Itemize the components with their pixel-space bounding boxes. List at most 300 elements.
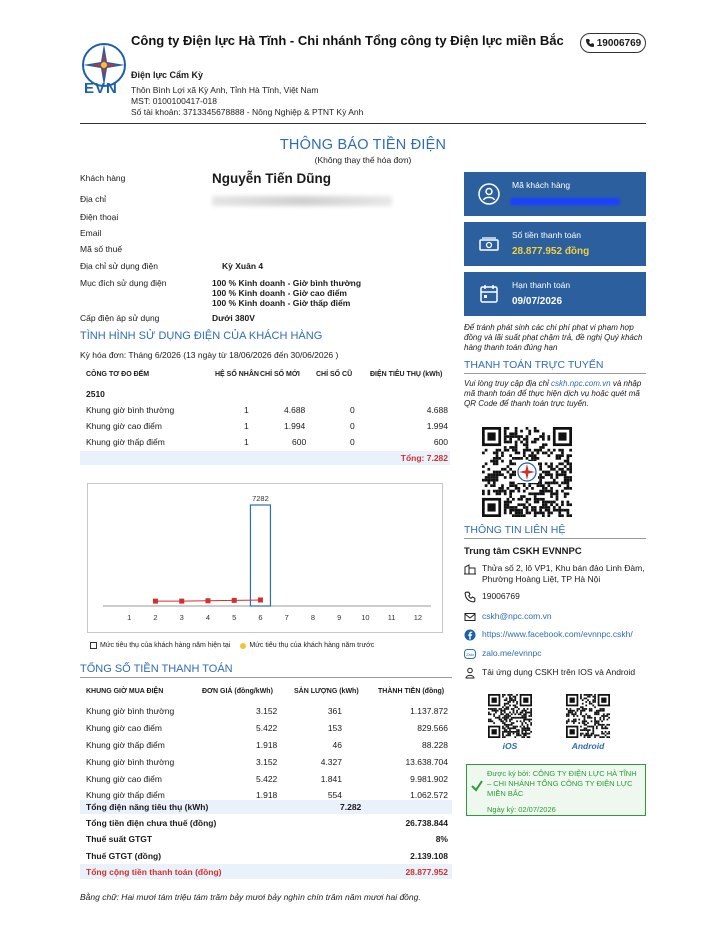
qr-module: [518, 733, 520, 735]
qr-module: [525, 712, 527, 714]
qr-module: [569, 465, 572, 468]
qr-module: [516, 706, 518, 708]
calendar-icon: [478, 283, 500, 305]
qr-module: [598, 722, 600, 724]
qr-module: [534, 457, 537, 460]
qr-module: [601, 731, 603, 733]
qr-module: [525, 719, 527, 721]
qr-module: [527, 727, 529, 729]
qr-module: [534, 498, 537, 501]
qr-module: [512, 446, 515, 449]
qr-module: [500, 712, 502, 714]
contact-email[interactable]: [464, 611, 654, 623]
qr-module: [587, 722, 589, 724]
qr-module: [501, 452, 504, 455]
qr-module: [550, 487, 553, 490]
qr-module: [582, 699, 584, 701]
qr-module: [561, 482, 564, 485]
qr-module: [502, 731, 504, 733]
qr-module: [575, 713, 577, 715]
qr-module: [523, 443, 526, 446]
qr-module: [539, 498, 542, 501]
qr-module: [564, 509, 567, 512]
voltage-value: Dưới 380V: [212, 313, 255, 323]
qr-module: [506, 734, 508, 736]
qr-module: [506, 720, 508, 722]
qr-module: [539, 435, 542, 438]
qr-module: [547, 435, 550, 438]
qr-module: [509, 719, 511, 721]
qr-module: [534, 430, 537, 433]
qr-module: [599, 710, 601, 712]
qr-module: [500, 710, 502, 712]
customer-phone-label: Điện thoại: [80, 212, 119, 222]
qr-module: [507, 498, 510, 501]
qr-module: [558, 449, 561, 452]
qr-module: [539, 484, 542, 487]
qr-module: [578, 719, 580, 721]
qr-module: [603, 736, 605, 738]
qr-module: [509, 476, 512, 479]
qr-module: [569, 514, 572, 517]
current-year-bar: [250, 505, 270, 606]
qr-module: [515, 432, 518, 435]
qr-module: [578, 722, 580, 724]
qr-module: [496, 476, 499, 479]
qr-module: [514, 705, 516, 707]
qr-module: [509, 441, 512, 444]
qr-module: [582, 729, 584, 731]
qr-module: [523, 710, 525, 712]
qr-module: [526, 441, 529, 444]
qr-module: [564, 473, 567, 476]
qr-module: [599, 736, 601, 738]
qr-module: [490, 476, 493, 479]
qr-module: [542, 512, 545, 515]
qr-module: [596, 727, 598, 729]
qr-module: [518, 717, 520, 719]
qr-module: [512, 471, 515, 474]
qr-module: [531, 487, 534, 490]
qr-module: [504, 435, 507, 438]
qr-module: [558, 514, 561, 517]
qr-module: [603, 717, 605, 719]
qr-module: [513, 705, 515, 707]
qr-module: [500, 719, 502, 721]
qr-module: [523, 736, 525, 738]
qr-module: [537, 430, 540, 433]
qr-module: [499, 717, 501, 719]
qr-module: [493, 715, 495, 717]
qr-module: [606, 733, 608, 735]
qr-module: [514, 706, 516, 708]
x-tick-label: 2: [153, 613, 158, 622]
qr-module: [601, 733, 603, 735]
qr-module: [488, 719, 490, 721]
qr-module: [594, 722, 596, 724]
qr-module: [550, 492, 553, 495]
qr-module: [515, 443, 518, 446]
qr-module: [547, 514, 550, 517]
qr-module: [514, 713, 516, 715]
qr-module: [511, 698, 513, 700]
qr-module: [496, 479, 499, 482]
qr-module: [528, 484, 531, 487]
qr-module: [567, 460, 570, 463]
qr-module: [556, 503, 559, 506]
qr-module: [482, 465, 485, 468]
qr-module: [539, 473, 542, 476]
qr-module: [561, 473, 564, 476]
qr-module: [502, 734, 504, 736]
company-address-block: [131, 85, 363, 118]
qr-module: [482, 492, 485, 495]
qr-module: [509, 435, 512, 438]
qr-module: [513, 731, 515, 733]
qr-module: [509, 694, 511, 696]
meter-id: 2510: [86, 389, 105, 399]
contact-phone[interactable]: [464, 591, 654, 603]
qr-module: [575, 712, 577, 714]
legend-current: [90, 642, 230, 649]
qr-module: [498, 492, 501, 495]
col-old: CHỈ SỐ CŨ: [316, 371, 353, 378]
qr-module: [592, 726, 594, 728]
qr-module: [488, 713, 490, 715]
qr-module: [504, 506, 507, 509]
qr-module: [530, 712, 532, 714]
qr-module: [490, 460, 493, 463]
qr-module: [523, 454, 526, 457]
qr-module: [498, 473, 501, 476]
qr-module: [511, 731, 513, 733]
qr-module: [504, 719, 506, 721]
qr-module: [507, 733, 509, 735]
row-new: 1.994: [284, 421, 306, 431]
usage-total: Tổng: 7.282: [400, 453, 448, 463]
qr-module: [585, 734, 587, 736]
qr-module: [589, 726, 591, 728]
qr-module: [599, 724, 601, 726]
qr-module: [558, 454, 561, 457]
row-kwh: 600: [433, 437, 448, 447]
qr-module: [511, 699, 513, 701]
qr-module: [523, 449, 526, 452]
vat-rate-label: Thuế suất GTGT: [86, 834, 153, 844]
qr-module: [507, 435, 510, 438]
qr-module: [550, 476, 553, 479]
qr-module: [542, 476, 545, 479]
qr-module: [490, 708, 492, 710]
qr-module: [511, 719, 513, 721]
qr-module: [504, 712, 506, 714]
qr-finder: [570, 698, 575, 703]
online-payment-note: [464, 379, 646, 409]
qr-module: [587, 699, 589, 701]
qr-module: [594, 713, 596, 715]
qr-module: [520, 509, 523, 512]
qr-module: [506, 729, 508, 731]
qr-module: [605, 734, 607, 736]
qr-module: [520, 495, 523, 498]
company-account: Số tài khoản: 3713345678888 - Nông Nghiệp & PTNT Kỳ Anh: [131, 107, 364, 117]
qr-module: [520, 441, 523, 444]
qr-module: [556, 495, 559, 498]
facebook-icon: [464, 629, 476, 641]
qr-module: [545, 509, 548, 512]
qr-module: [516, 710, 518, 712]
row-qty: 46: [332, 740, 342, 750]
contact-app-text: Tải ứng dụng CSKH trên IOS và Android: [482, 667, 636, 677]
qr-finder: [558, 432, 566, 440]
previous-year-point: [258, 598, 263, 603]
qr-module: [584, 698, 586, 700]
qr-module: [587, 733, 589, 735]
qr-module: [514, 731, 516, 733]
qr-module: [608, 717, 610, 719]
qr-module: [580, 712, 582, 714]
qr-module: [598, 724, 600, 726]
payment-qr-code[interactable]: [482, 427, 572, 517]
qr-module: [587, 726, 589, 728]
qr-module: [528, 512, 531, 515]
col-factor: HỆ SỐ NHÂN: [215, 371, 259, 378]
qr-module: [520, 498, 523, 501]
qr-module: [589, 736, 591, 738]
qr-module: [582, 708, 584, 710]
qr-module: [553, 468, 556, 471]
qr-module: [556, 492, 559, 495]
qr-module: [545, 452, 548, 455]
qr-module: [564, 465, 567, 468]
qr-module: [556, 465, 559, 468]
qr-module: [539, 449, 542, 452]
checkmark-icon: [470, 779, 484, 793]
online-payment-link[interactable]: cskh.npc.com.vn: [551, 379, 611, 388]
qr-module: [587, 696, 589, 698]
qr-module: [539, 465, 542, 468]
qr-module: [592, 699, 594, 701]
qr-module: [511, 694, 513, 696]
ios-app-qr-code[interactable]: [488, 694, 532, 738]
qr-module: [526, 438, 529, 441]
qr-module: [517, 452, 520, 455]
amount-in-words: Bằng chữ: Hai mươi tám triệu tám trăm bảy mươi bảy nghìn chín trăm năm mươi hai đồng.: [80, 892, 421, 902]
qr-module: [501, 490, 504, 493]
qr-module: [594, 736, 596, 738]
contact-zalo-text: zalo.me/evnnpc: [482, 648, 542, 658]
qr-module: [509, 506, 512, 509]
qr-module: [580, 698, 582, 700]
qr-module: [539, 462, 542, 465]
qr-module: [587, 694, 589, 696]
qr-module: [515, 457, 518, 460]
contact-phone-text: 19006769: [482, 591, 520, 601]
company-tax-code: MST: 0100100417-018: [131, 96, 218, 106]
vat-value: 2.139.108: [410, 851, 448, 861]
qr-module: [516, 733, 518, 735]
qr-module: [569, 503, 572, 506]
qr-module: [569, 454, 572, 457]
qr-module: [520, 435, 523, 438]
qr-module: [561, 452, 564, 455]
qr-module: [526, 501, 529, 504]
qr-module: [509, 492, 512, 495]
qr-module: [542, 446, 545, 449]
qr-module: [512, 482, 515, 485]
qr-module: [492, 710, 494, 712]
qr-module: [515, 452, 518, 455]
qr-module: [561, 509, 564, 512]
qr-module: [496, 490, 499, 493]
qr-module: [513, 696, 515, 698]
qr-module: [509, 490, 512, 493]
qr-module: [571, 720, 573, 722]
qr-module: [509, 696, 511, 698]
qr-module: [603, 733, 605, 735]
qr-module: [516, 726, 518, 728]
pre-tax-value: 26.738.844: [405, 818, 448, 828]
qr-module: [592, 727, 594, 729]
qr-module: [558, 512, 561, 515]
qr-module: [606, 727, 608, 729]
qr-module: [591, 710, 593, 712]
qr-module: [506, 699, 508, 701]
row-amount: 1.137.872: [410, 706, 448, 716]
qr-module: [577, 708, 579, 710]
qr-module: [567, 476, 570, 479]
qr-module: [605, 731, 607, 733]
contact-address-text: Thửa số 2, lô VP1, Khu bán đảo Linh Đàm, Phường Hoàng Liệt, TP Hà Nội: [482, 563, 645, 584]
qr-module: [525, 717, 527, 719]
qr-module: [545, 443, 548, 446]
qr-module: [509, 731, 511, 733]
qr-module: [561, 501, 564, 504]
qr-module: [507, 713, 509, 715]
qr-module: [502, 736, 504, 738]
contact-app: [464, 667, 654, 680]
due-date-label: Hạn thanh toán: [512, 280, 571, 290]
qr-module: [523, 438, 526, 441]
qr-module: [567, 509, 570, 512]
qr-module: [567, 492, 570, 495]
qr-module: [569, 487, 572, 490]
qr-module: [527, 724, 529, 726]
qr-module: [512, 432, 515, 435]
qr-module: [507, 465, 510, 468]
qr-module: [537, 452, 540, 455]
qr-module: [539, 446, 542, 449]
qr-module: [564, 479, 567, 482]
qr-module: [509, 462, 512, 465]
qr-module: [573, 720, 575, 722]
row-price: 1.918: [256, 740, 278, 750]
qr-module: [530, 724, 532, 726]
qr-module: [502, 720, 504, 722]
qr-module: [506, 703, 508, 705]
qr-module: [585, 724, 587, 726]
qr-module: [592, 701, 594, 703]
qr-module: [569, 476, 572, 479]
qr-module: [507, 727, 509, 729]
qr-module: [594, 696, 596, 698]
qr-module: [515, 487, 518, 490]
qr-module: [523, 715, 525, 717]
qr-module: [547, 490, 550, 493]
qr-module: [601, 736, 603, 738]
qr-module: [542, 443, 545, 446]
qr-module: [507, 715, 509, 717]
contact-facebook[interactable]: [464, 629, 654, 641]
qr-module: [534, 427, 537, 430]
qr-module: [567, 487, 570, 490]
qr-module: [507, 487, 510, 490]
qr-module: [537, 484, 540, 487]
company-name: Công ty Điện lực Hà Tĩnh - Chi nhánh Tổng công ty Điện lực miền Bắc: [131, 33, 564, 48]
qr-module: [504, 430, 507, 433]
qr-module: [523, 490, 526, 493]
qr-module: [537, 498, 540, 501]
contact-zalo[interactable]: [464, 648, 654, 660]
qr-module: [547, 512, 550, 515]
qr-module: [606, 736, 608, 738]
qr-module: [599, 719, 601, 721]
qr-module: [493, 457, 496, 460]
qr-module: [504, 427, 507, 430]
amount-value: 28.877.952 đồng: [512, 246, 590, 257]
qr-module: [509, 512, 512, 515]
qr-module: [485, 479, 488, 482]
qr-module: [498, 487, 501, 490]
qr-module: [587, 715, 589, 717]
qr-module: [587, 736, 589, 738]
qr-module: [594, 698, 596, 700]
qr-module: [523, 719, 525, 721]
qr-module: [507, 501, 510, 504]
qr-module: [516, 731, 518, 733]
qr-module: [501, 468, 504, 471]
qr-module: [509, 501, 512, 504]
qr-module: [509, 509, 512, 512]
qr-module: [496, 473, 499, 476]
qr-module: [509, 432, 512, 435]
android-app-qr-code[interactable]: [566, 694, 610, 738]
qr-module: [506, 698, 508, 700]
qr-module: [487, 490, 490, 493]
qr-module: [567, 482, 570, 485]
qr-module: [500, 708, 502, 710]
qr-module: [502, 706, 504, 708]
qr-module: [504, 446, 507, 449]
qr-module: [539, 512, 542, 515]
qr-module: [528, 719, 530, 721]
qr-module: [608, 736, 610, 738]
qr-module: [502, 710, 504, 712]
qr-module: [521, 736, 523, 738]
x-tick-label: 10: [361, 613, 370, 622]
qr-module: [568, 710, 570, 712]
qr-module: [567, 501, 570, 504]
qr-module: [561, 503, 564, 506]
customer-code-card: [464, 172, 646, 216]
qr-module: [585, 727, 587, 729]
qr-module: [550, 465, 553, 468]
qr-module: [556, 454, 559, 457]
row-price: 3.152: [256, 757, 278, 767]
qr-module: [512, 498, 515, 501]
hotline-badge[interactable]: [580, 33, 646, 53]
qr-module: [509, 495, 512, 498]
